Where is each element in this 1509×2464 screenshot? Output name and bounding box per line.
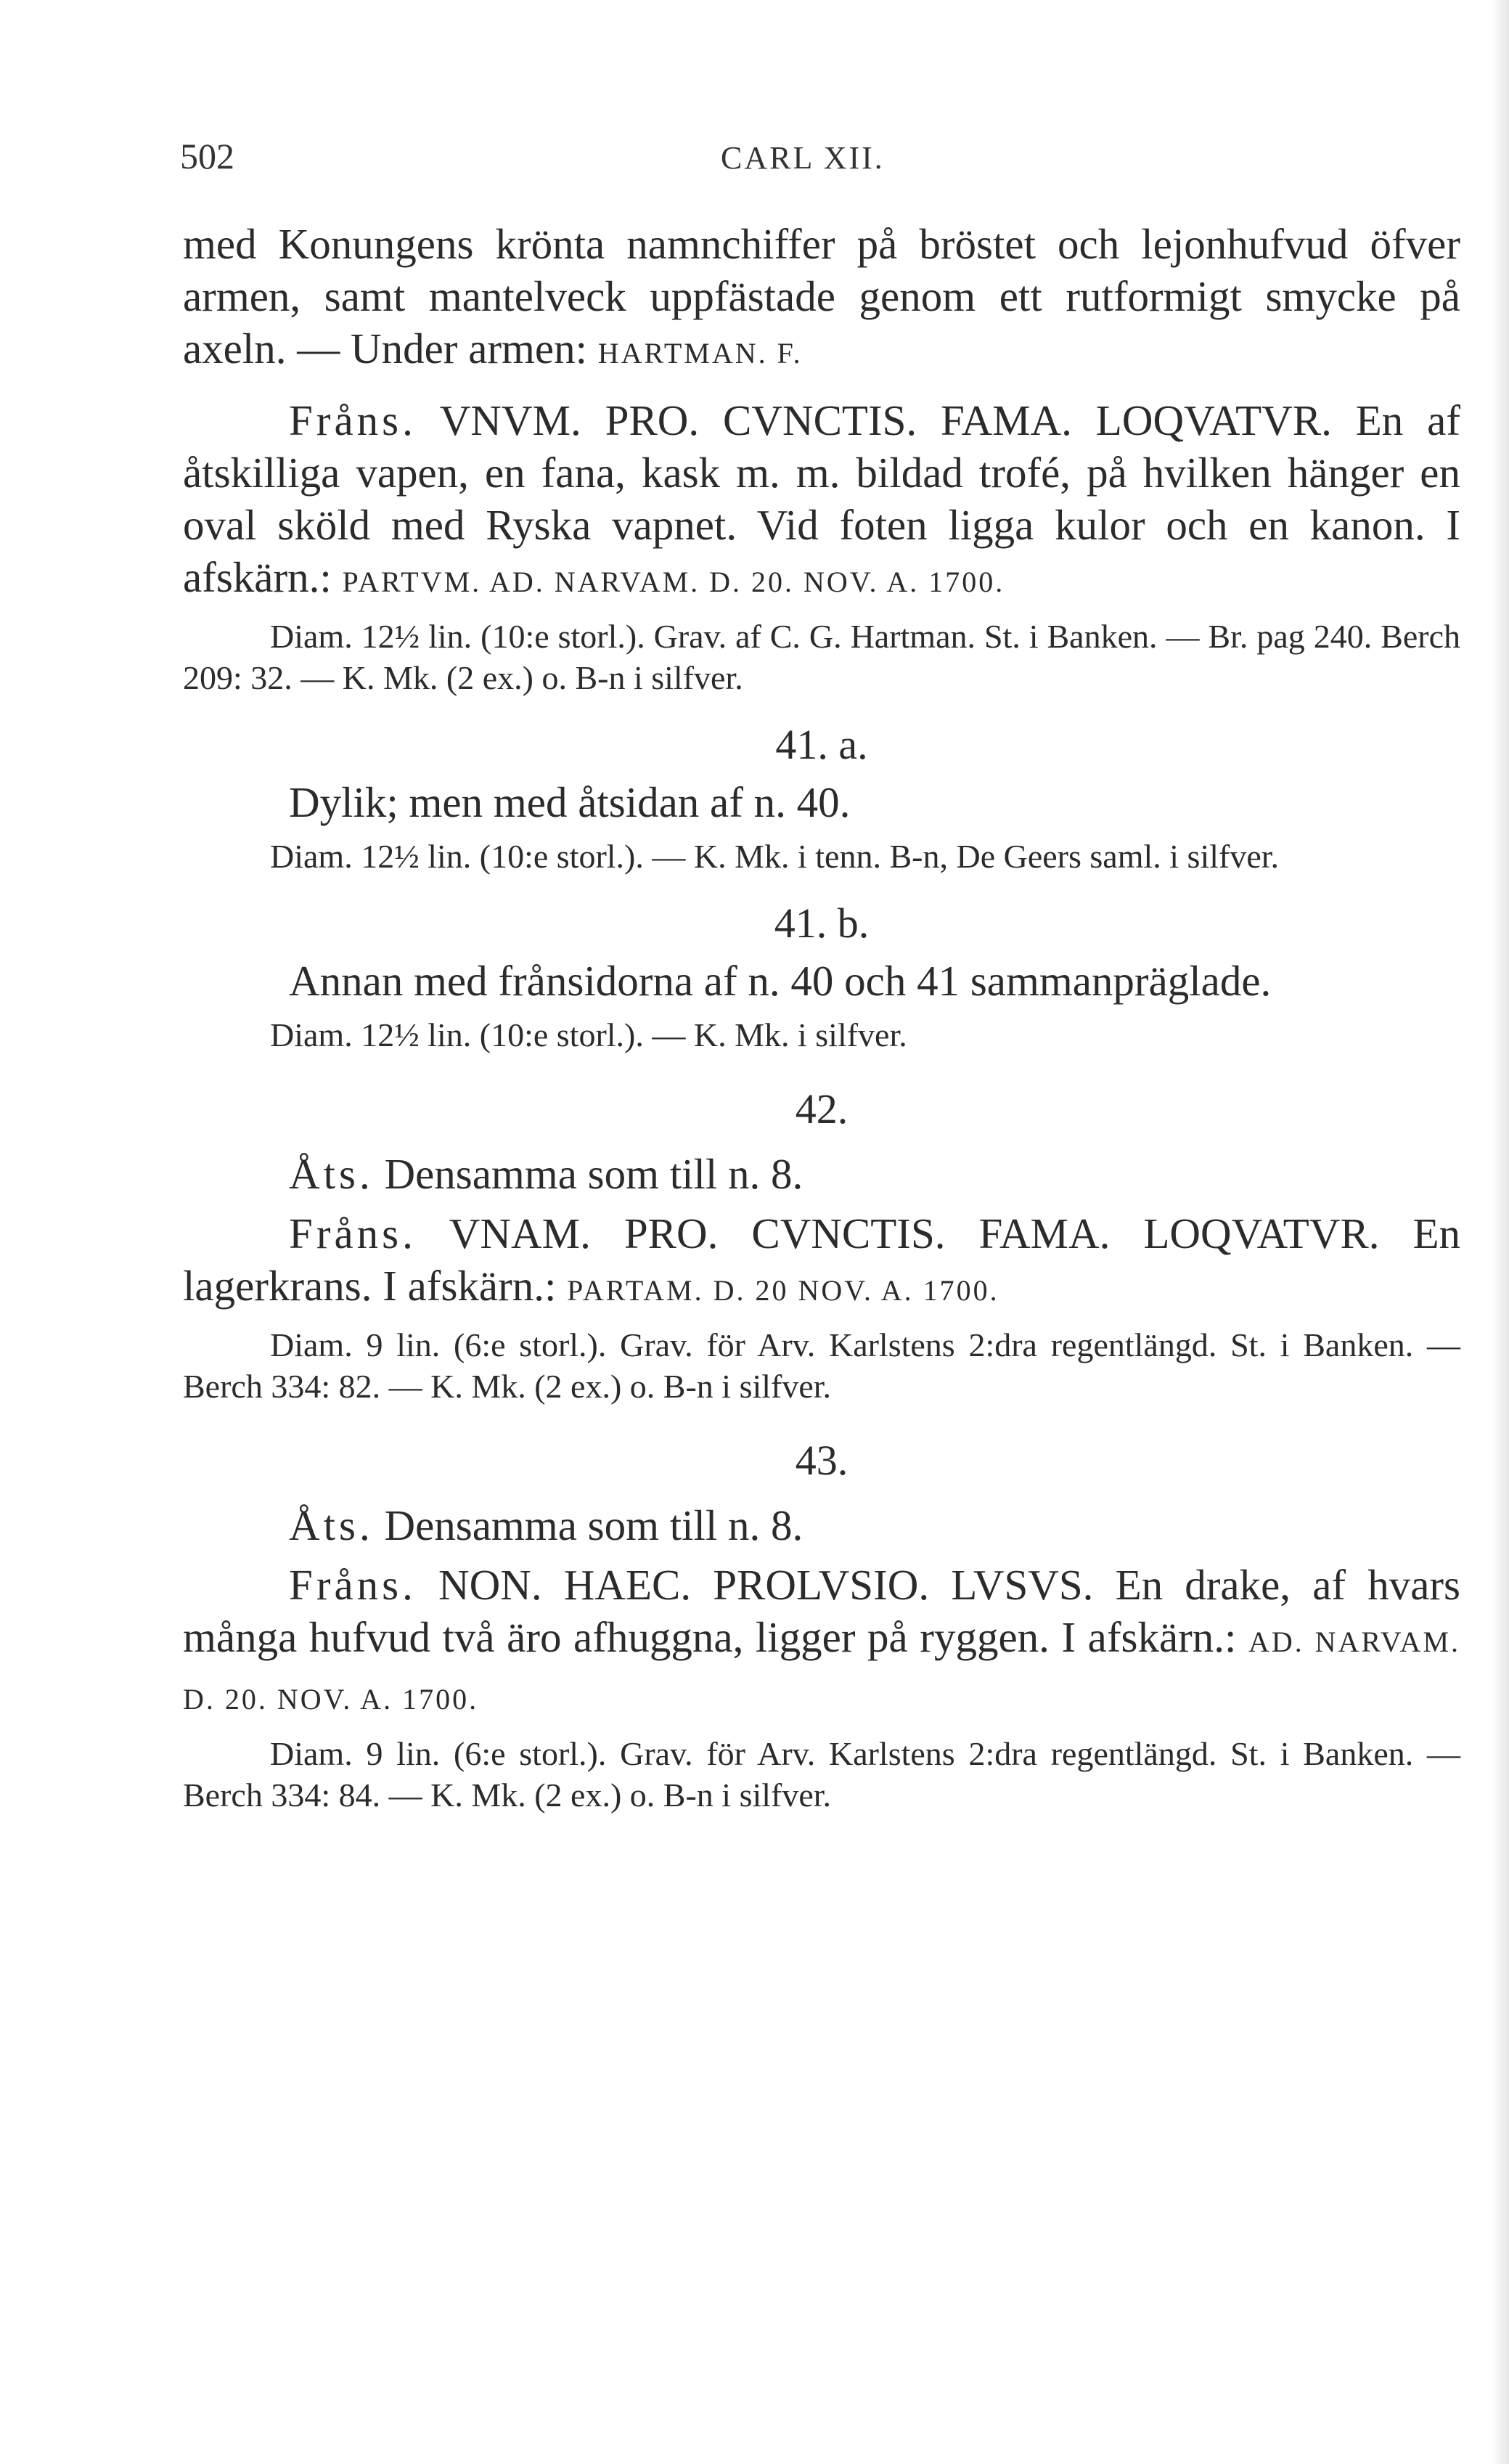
exergue-label: I afskärn.:	[1061, 1613, 1237, 1661]
page-number: 502	[180, 136, 234, 176]
entry-41-notes: Diam. 12½ lin. (10:e storl.). Grav. af C. G. Hartman. St. i Banken. — Br. pag 240. Berch 209: 32. — K. Mk. (2 ex.) o. B-n i silfver.	[183, 618, 1460, 696]
frans-label: Fråns.	[289, 1209, 417, 1257]
entry-41a-description: Dylik; men med åtsidan af n. 40.	[289, 778, 851, 826]
exergue-text: AD. NARVAM. D. 20. NOV. A. 1700.	[183, 1625, 1461, 1716]
reverse-legend: VNAM. PRO. CVNCTIS. FAMA. LOQVATVR.	[449, 1209, 1380, 1257]
entry-43-reverse	[183, 1559, 1460, 1726]
obverse-description: Densamma som till n. 8.	[384, 1150, 803, 1198]
entry-41a-notes: Diam. 12½ lin. (10:e storl.). — K. Mk. i tenn. B-n, De Geers saml. i silfver.	[270, 838, 1280, 875]
entry-41b-notes: Diam. 12½ lin. (10:e storl.). — K. Mk. i silfver.	[270, 1016, 907, 1053]
reverse-legend: VNVM. PRO. CVNCTIS. FAMA. LOQVATVR.	[439, 396, 1332, 444]
exergue-label: I afskärn.:	[183, 501, 1461, 601]
intro-text: med Konungens krönta namnchiffer på bröstet och lejonhufvud öfver armen, samt mantelveck uppfästade genom ett rutformigt smycke på axeln. — Under armen:	[183, 220, 1460, 372]
ats-label: Åts.	[289, 1501, 374, 1549]
reverse-description: En af åtskilliga vapen, en fana, kask m. m. bildad trofé, på hvilken hänger en oval sköld med Ryska vapnet. Vid foten ligga kulor och en kanon.	[183, 396, 1461, 549]
reverse-description: En lagerkrans.	[183, 1209, 1460, 1310]
running-head: CARL XII.	[721, 140, 885, 176]
entry-42-obverse	[183, 1148, 1460, 1200]
exergue-label: I afskärn.:	[383, 1262, 557, 1310]
entry-43-obverse	[183, 1499, 1460, 1551]
page-edge-shadow	[1492, 0, 1509, 2464]
page-header	[180, 135, 1451, 186]
page-body	[183, 218, 1460, 1816]
entry-42-number: 42.	[795, 1085, 848, 1133]
entry-41b-number: 41. b.	[774, 899, 870, 947]
reverse-description: En drake, af hvars många hufvud två äro afhuggna, ligger på ryggen.	[183, 1561, 1460, 1661]
obverse-description: Densamma som till n. 8.	[384, 1501, 803, 1549]
entry-41b-description: Annan med frånsidorna af n. 40 och 41 sammanpräglade.	[289, 957, 1272, 1005]
entry-42-reverse	[183, 1207, 1460, 1317]
exergue-text: PARTAM. D. 20 NOV. A. 1700.	[567, 1274, 999, 1307]
exergue-text: PARTVM. AD. NARVAM. D. 20. NOV. A. 1700.	[342, 566, 1005, 598]
frans-label: Fråns.	[289, 396, 417, 444]
frans-label: Fråns.	[289, 1561, 417, 1609]
engraver-signature: HARTMAN. F.	[597, 337, 803, 370]
entry-41-description	[183, 394, 1460, 608]
reverse-legend: NON. HAEC. PROLVSIO. LVSVS.	[438, 1561, 1094, 1609]
entry-41a-number: 41. a.	[775, 721, 868, 768]
entry-43-number: 43.	[795, 1437, 848, 1484]
intro-paragraph	[183, 218, 1460, 380]
entry-42-notes: Diam. 9 lin. (6:e storl.). Grav. för Arv. Karlstens 2:dra regentlängd. St. i Banken. — Berch 334: 82. — K. Mk. (2 ex.) o. B-n i silfver.	[183, 1326, 1460, 1405]
ats-label: Åts.	[289, 1150, 374, 1198]
entry-43-notes: Diam. 9 lin. (6:e storl.). Grav. för Arv. Karlstens 2:dra regentlängd. St. i Banken. — Berch 334: 84. — K. Mk. (2 ex.) o. B-n i silfver.	[183, 1735, 1460, 1814]
